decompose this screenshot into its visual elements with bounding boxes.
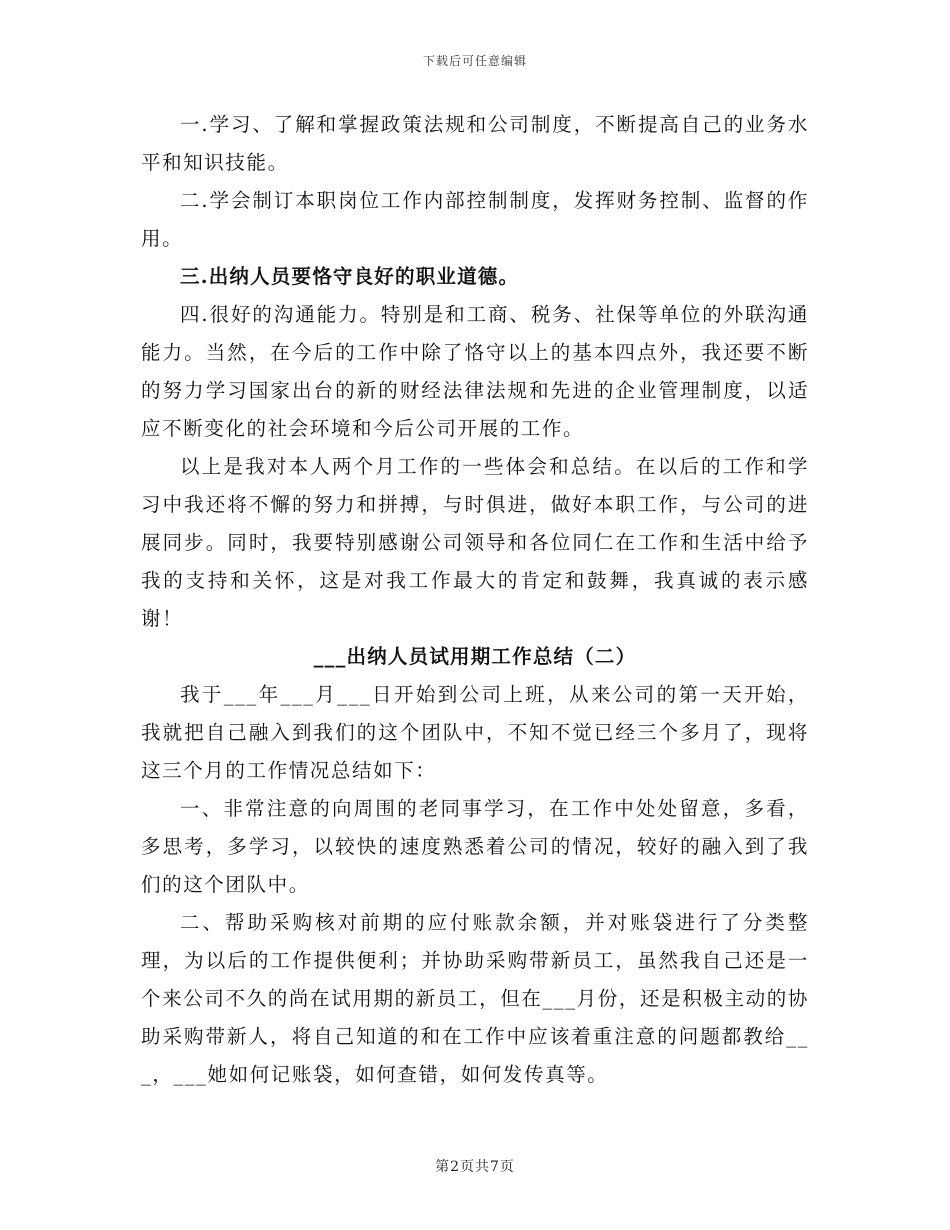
paragraph-point-2: 二、帮助采购核对前期的应付账款余额，并对账袋进行了分类整理，为以后的工作提供便利；并协助采购带新员工，虽然我自己还是一个来公司不久的尚在试用期的新员工，但在___月份，还是积极主动的协助采购带新人，将自己知道的和在工作中应该着重注意的问题都教给___，___她如何记账袋，如何查错，如何发传真等。 xyxy=(141,911,809,1086)
paragraph-item-3-bold: 三.出纳人员要恪守良好的职业道德。 xyxy=(180,265,520,288)
paragraph-item-2: 二.学会制订本职岗位工作内部控制制度，发挥财务控制、监督的作用。 xyxy=(141,189,809,250)
document-body xyxy=(141,106,809,1094)
page-number: 第2页共7页 xyxy=(435,1159,515,1175)
paragraph-item-4: 四.很好的沟通能力。特别是和工商、税务、社保等单位的外联沟通能力。当然，在今后的工作中除了恪守以上的基本四点外，我还要不断的努力学习国家出台的新的财经法律法规和先进的企业管理制度，以适应不断变化的社会环境和今后公司开展的工作。 xyxy=(141,303,809,440)
paragraph-item-1: 一.学习、了解和掌握政策法规和公司制度，不断提高自己的业务水平和知识技能。 xyxy=(141,113,809,174)
paragraph-summary: 以上是我对本人两个月工作的一些体会和总结。在以后的工作和学习中我还将不懈的努力和拼搏，与时俱进，做好本职工作，与公司的进展同步。同时，我要特别感谢公司领导和各位同仁在工作和生活中给予我的支持和关怀，这是对我工作最大的肯定和鼓舞，我真诚的表示感谢！ xyxy=(141,455,809,630)
paragraph-point-1: 一、非常注意的向周围的老同事学习，在工作中处处留意，多看，多思考，多学习，以较快的速度熟悉着公司的情况，较好的融入到了我们的这个团队中。 xyxy=(141,797,809,896)
paragraph-intro: 我于___年___月___日开始到公司上班，从来公司的第一天开始，我就把自己融入到我们的这个团队中，不知不觉已经三个多月了，现将这三个月的工作情况总结如下： xyxy=(141,683,809,782)
page-header: 下载后可任意编辑 xyxy=(422,54,527,68)
section-title: ___出纳人员试用期工作总结（二） xyxy=(313,645,637,668)
